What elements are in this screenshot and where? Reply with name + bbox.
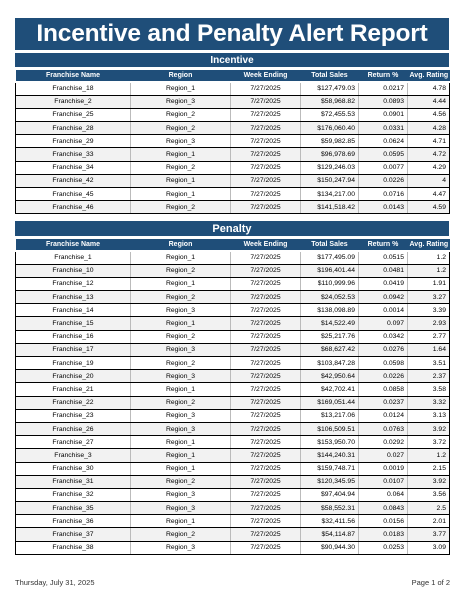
cell-week-ending: 7/27/2025 (231, 122, 301, 135)
cell-return-pct: 0.0419 (359, 277, 408, 290)
cell-avg-rating: 2.5 (408, 502, 450, 515)
cell-week-ending: 7/27/2025 (231, 475, 301, 488)
table-row (16, 475, 450, 488)
column-header-week-ending: Week Ending (231, 239, 301, 251)
cell-week-ending: 7/27/2025 (231, 488, 301, 501)
cell-franchise-name: Franchise_12 (16, 277, 131, 290)
cell-avg-rating: 1.2 (408, 449, 450, 462)
cell-franchise-name: Franchise_3 (16, 449, 131, 462)
cell-return-pct: 0.0942 (359, 291, 408, 304)
cell-week-ending: 7/27/2025 (231, 357, 301, 370)
cell-franchise-name: Franchise_46 (16, 201, 131, 214)
cell-franchise-name: Franchise_18 (16, 82, 131, 95)
table-row (16, 317, 450, 330)
cell-week-ending: 7/27/2025 (231, 436, 301, 449)
table-row (16, 462, 450, 475)
cell-return-pct: 0.0124 (359, 409, 408, 422)
cell-avg-rating: 3.77 (408, 528, 450, 541)
cell-franchise-name: Franchise_10 (16, 264, 131, 277)
table-row (16, 161, 450, 174)
cell-franchise-name: Franchise_45 (16, 188, 131, 201)
cell-region: Region_2 (131, 396, 231, 409)
cell-total-sales: $196,401.44 (301, 264, 359, 277)
cell-franchise-name: Franchise_19 (16, 357, 131, 370)
cell-return-pct: 0.0624 (359, 135, 408, 148)
cell-week-ending: 7/27/2025 (231, 82, 301, 95)
cell-avg-rating: 3.32 (408, 396, 450, 409)
cell-avg-rating: 2.15 (408, 462, 450, 475)
cell-avg-rating: 4.28 (408, 122, 450, 135)
cell-avg-rating: 3.56 (408, 488, 450, 501)
cell-total-sales: $58,968.82 (301, 95, 359, 108)
cell-region: Region_3 (131, 343, 231, 356)
cell-week-ending: 7/27/2025 (231, 304, 301, 317)
incentive-table (15, 70, 450, 214)
cell-region: Region_1 (131, 82, 231, 95)
cell-return-pct: 0.0331 (359, 122, 408, 135)
cell-avg-rating: 3.09 (408, 541, 450, 554)
cell-total-sales: $159,748.71 (301, 462, 359, 475)
table-row (16, 528, 450, 541)
cell-avg-rating: 4.78 (408, 82, 450, 95)
column-header-region: Region (131, 70, 231, 82)
cell-return-pct: 0.0019 (359, 462, 408, 475)
cell-avg-rating: 3.27 (408, 291, 450, 304)
cell-total-sales: $150,247.94 (301, 174, 359, 187)
cell-total-sales: $138,098.89 (301, 304, 359, 317)
column-header-franchise-name: Franchise Name (16, 70, 131, 82)
cell-week-ending: 7/27/2025 (231, 135, 301, 148)
cell-franchise-name: Franchise_36 (16, 515, 131, 528)
cell-return-pct: 0.0226 (359, 174, 408, 187)
cell-week-ending: 7/27/2025 (231, 95, 301, 108)
cell-region: Region_2 (131, 264, 231, 277)
cell-region: Region_1 (131, 148, 231, 161)
cell-region: Region_2 (131, 528, 231, 541)
cell-return-pct: 0.027 (359, 449, 408, 462)
penalty-table (15, 239, 450, 555)
table-row (16, 148, 450, 161)
cell-franchise-name: Franchise_2 (16, 95, 131, 108)
cell-return-pct: 0.0858 (359, 383, 408, 396)
cell-avg-rating: 1.64 (408, 343, 450, 356)
cell-total-sales: $169,051.44 (301, 396, 359, 409)
cell-franchise-name: Franchise_21 (16, 383, 131, 396)
cell-avg-rating: 3.13 (408, 409, 450, 422)
cell-avg-rating: 2.37 (408, 370, 450, 383)
column-header-region: Region (131, 239, 231, 251)
cell-return-pct: 0.0107 (359, 475, 408, 488)
cell-return-pct: 0.0292 (359, 436, 408, 449)
cell-franchise-name: Franchise_25 (16, 108, 131, 121)
table-row (16, 502, 450, 515)
cell-region: Region_1 (131, 515, 231, 528)
cell-franchise-name: Franchise_26 (16, 422, 131, 435)
cell-avg-rating: 4.56 (408, 108, 450, 121)
cell-avg-rating: 4.29 (408, 161, 450, 174)
cell-region: Region_3 (131, 541, 231, 554)
cell-region: Region_1 (131, 449, 231, 462)
cell-return-pct: 0.0237 (359, 396, 408, 409)
cell-week-ending: 7/27/2025 (231, 264, 301, 277)
cell-region: Region_3 (131, 502, 231, 515)
incentive-section-header: Incentive (15, 53, 449, 67)
cell-region: Region_1 (131, 277, 231, 290)
cell-week-ending: 7/27/2025 (231, 502, 301, 515)
cell-total-sales: $120,345.95 (301, 475, 359, 488)
cell-region: Region_1 (131, 436, 231, 449)
cell-return-pct: 0.0143 (359, 201, 408, 214)
cell-return-pct: 0.097 (359, 317, 408, 330)
cell-return-pct: 0.0253 (359, 541, 408, 554)
cell-total-sales: $176,060.40 (301, 122, 359, 135)
cell-total-sales: $134,217.00 (301, 188, 359, 201)
cell-return-pct: 0.0217 (359, 82, 408, 95)
cell-franchise-name: Franchise_30 (16, 462, 131, 475)
table-row (16, 343, 450, 356)
cell-return-pct: 0.0598 (359, 357, 408, 370)
cell-avg-rating: 1.2 (408, 251, 450, 264)
table-row (16, 330, 450, 343)
cell-return-pct: 0.0226 (359, 370, 408, 383)
cell-region: Region_2 (131, 108, 231, 121)
cell-region: Region_1 (131, 174, 231, 187)
cell-avg-rating: 4 (408, 174, 450, 187)
cell-total-sales: $24,052.53 (301, 291, 359, 304)
cell-total-sales: $177,495.09 (301, 251, 359, 264)
penalty-table-body (16, 251, 450, 554)
cell-region: Region_2 (131, 357, 231, 370)
cell-region: Region_2 (131, 330, 231, 343)
cell-franchise-name: Franchise_20 (16, 370, 131, 383)
cell-region: Region_3 (131, 422, 231, 435)
cell-franchise-name: Franchise_35 (16, 502, 131, 515)
cell-return-pct: 0.0276 (359, 343, 408, 356)
cell-week-ending: 7/27/2025 (231, 541, 301, 554)
cell-franchise-name: Franchise_1 (16, 251, 131, 264)
cell-avg-rating: 2.77 (408, 330, 450, 343)
cell-total-sales: $129,246.03 (301, 161, 359, 174)
table-row (16, 396, 450, 409)
table-row (16, 515, 450, 528)
cell-total-sales: $25,217.76 (301, 330, 359, 343)
cell-week-ending: 7/27/2025 (231, 291, 301, 304)
cell-week-ending: 7/27/2025 (231, 409, 301, 422)
cell-total-sales: $144,240.31 (301, 449, 359, 462)
cell-return-pct: 0.0763 (359, 422, 408, 435)
cell-region: Region_3 (131, 409, 231, 422)
cell-return-pct: 0.0716 (359, 188, 408, 201)
cell-region: Region_2 (131, 122, 231, 135)
cell-franchise-name: Franchise_28 (16, 122, 131, 135)
cell-week-ending: 7/27/2025 (231, 251, 301, 264)
cell-avg-rating: 4.44 (408, 95, 450, 108)
cell-avg-rating: 3.72 (408, 436, 450, 449)
cell-franchise-name: Franchise_38 (16, 541, 131, 554)
cell-week-ending: 7/27/2025 (231, 383, 301, 396)
column-header-total-sales: Total Sales (301, 70, 359, 82)
cell-total-sales: $68,627.42 (301, 343, 359, 356)
cell-franchise-name: Franchise_29 (16, 135, 131, 148)
table-row (16, 541, 450, 554)
table-row (16, 370, 450, 383)
cell-franchise-name: Franchise_37 (16, 528, 131, 541)
cell-region: Region_1 (131, 317, 231, 330)
cell-return-pct: 0.0183 (359, 528, 408, 541)
cell-week-ending: 7/27/2025 (231, 396, 301, 409)
table-row (16, 357, 450, 370)
cell-franchise-name: Franchise_22 (16, 396, 131, 409)
cell-region: Region_1 (131, 383, 231, 396)
cell-total-sales: $141,518.42 (301, 201, 359, 214)
cell-region: Region_2 (131, 475, 231, 488)
table-row (16, 422, 450, 435)
table-row (16, 108, 450, 121)
column-header-avg-rating: Avg. Rating (408, 70, 450, 82)
cell-region: Region_2 (131, 161, 231, 174)
cell-region: Region_3 (131, 370, 231, 383)
incentive-table-body (16, 82, 450, 214)
cell-week-ending: 7/27/2025 (231, 317, 301, 330)
column-header-return-pct: Return % (359, 70, 408, 82)
cell-region: Region_2 (131, 201, 231, 214)
cell-franchise-name: Franchise_31 (16, 475, 131, 488)
cell-region: Region_3 (131, 488, 231, 501)
incentive-header-row (16, 70, 450, 82)
cell-week-ending: 7/27/2025 (231, 108, 301, 121)
cell-week-ending: 7/27/2025 (231, 201, 301, 214)
cell-total-sales: $110,999.96 (301, 277, 359, 290)
cell-total-sales: $90,944.30 (301, 541, 359, 554)
cell-avg-rating: 4.72 (408, 148, 450, 161)
penalty-header-row (16, 239, 450, 251)
cell-avg-rating: 1.91 (408, 277, 450, 290)
cell-franchise-name: Franchise_42 (16, 174, 131, 187)
cell-return-pct: 0.0014 (359, 304, 408, 317)
cell-total-sales: $42,702.41 (301, 383, 359, 396)
cell-avg-rating: 3.51 (408, 357, 450, 370)
cell-return-pct: 0.0156 (359, 515, 408, 528)
cell-return-pct: 0.0901 (359, 108, 408, 121)
cell-franchise-name: Franchise_16 (16, 330, 131, 343)
cell-avg-rating: 4.59 (408, 201, 450, 214)
table-row (16, 82, 450, 95)
cell-total-sales: $106,509.51 (301, 422, 359, 435)
report-title: Incentive and Penalty Alert Report (15, 18, 449, 50)
cell-total-sales: $14,522.49 (301, 317, 359, 330)
cell-return-pct: 0.0843 (359, 502, 408, 515)
cell-week-ending: 7/27/2025 (231, 330, 301, 343)
table-row (16, 304, 450, 317)
table-row (16, 251, 450, 264)
table-row (16, 174, 450, 187)
penalty-section-header: Penalty (15, 221, 449, 236)
cell-avg-rating: 3.39 (408, 304, 450, 317)
cell-week-ending: 7/27/2025 (231, 174, 301, 187)
footer-page-number: Page 1 of 2 (411, 578, 450, 587)
cell-region: Region_2 (131, 291, 231, 304)
cell-franchise-name: Franchise_17 (16, 343, 131, 356)
table-row (16, 201, 450, 214)
cell-total-sales: $13,217.06 (301, 409, 359, 422)
cell-return-pct: 0.0342 (359, 330, 408, 343)
cell-week-ending: 7/27/2025 (231, 515, 301, 528)
table-row (16, 264, 450, 277)
table-row (16, 122, 450, 135)
cell-week-ending: 7/27/2025 (231, 277, 301, 290)
cell-total-sales: $127,479.03 (301, 82, 359, 95)
cell-avg-rating: 2.01 (408, 515, 450, 528)
cell-total-sales: $97,404.94 (301, 488, 359, 501)
cell-return-pct: 0.0893 (359, 95, 408, 108)
cell-total-sales: $54,114.87 (301, 528, 359, 541)
cell-avg-rating: 3.92 (408, 475, 450, 488)
cell-total-sales: $103,847.28 (301, 357, 359, 370)
cell-week-ending: 7/27/2025 (231, 422, 301, 435)
cell-region: Region_1 (131, 462, 231, 475)
table-row (16, 135, 450, 148)
cell-return-pct: 0.0077 (359, 161, 408, 174)
cell-region: Region_3 (131, 304, 231, 317)
cell-total-sales: $59,982.85 (301, 135, 359, 148)
column-header-avg-rating: Avg. Rating (408, 239, 450, 251)
cell-return-pct: 0.064 (359, 488, 408, 501)
cell-total-sales: $42,950.64 (301, 370, 359, 383)
cell-region: Region_1 (131, 251, 231, 264)
cell-avg-rating: 3.58 (408, 383, 450, 396)
table-row (16, 383, 450, 396)
column-header-franchise-name: Franchise Name (16, 239, 131, 251)
cell-week-ending: 7/27/2025 (231, 161, 301, 174)
cell-avg-rating: 4.47 (408, 188, 450, 201)
cell-week-ending: 7/27/2025 (231, 528, 301, 541)
cell-week-ending: 7/27/2025 (231, 148, 301, 161)
cell-week-ending: 7/27/2025 (231, 343, 301, 356)
table-row (16, 277, 450, 290)
cell-total-sales: $32,411.56 (301, 515, 359, 528)
table-row (16, 488, 450, 501)
column-header-return-pct: Return % (359, 239, 408, 251)
cell-franchise-name: Franchise_32 (16, 488, 131, 501)
cell-franchise-name: Franchise_33 (16, 148, 131, 161)
table-row (16, 291, 450, 304)
cell-return-pct: 0.0595 (359, 148, 408, 161)
cell-week-ending: 7/27/2025 (231, 462, 301, 475)
cell-region: Region_3 (131, 135, 231, 148)
table-row (16, 449, 450, 462)
table-row (16, 436, 450, 449)
cell-total-sales: $96,978.69 (301, 148, 359, 161)
cell-return-pct: 0.0515 (359, 251, 408, 264)
cell-week-ending: 7/27/2025 (231, 188, 301, 201)
column-header-total-sales: Total Sales (301, 239, 359, 251)
cell-franchise-name: Franchise_15 (16, 317, 131, 330)
cell-franchise-name: Franchise_23 (16, 409, 131, 422)
cell-avg-rating: 2.93 (408, 317, 450, 330)
table-row (16, 409, 450, 422)
cell-franchise-name: Franchise_34 (16, 161, 131, 174)
cell-total-sales: $58,552.31 (301, 502, 359, 515)
cell-avg-rating: 3.92 (408, 422, 450, 435)
cell-total-sales: $153,950.70 (301, 436, 359, 449)
cell-total-sales: $72,455.53 (301, 108, 359, 121)
cell-avg-rating: 1.2 (408, 264, 450, 277)
footer-date: Thursday, July 31, 2025 (15, 578, 95, 587)
cell-avg-rating: 4.71 (408, 135, 450, 148)
cell-week-ending: 7/27/2025 (231, 370, 301, 383)
cell-franchise-name: Franchise_27 (16, 436, 131, 449)
cell-return-pct: 0.0481 (359, 264, 408, 277)
cell-region: Region_1 (131, 188, 231, 201)
cell-franchise-name: Franchise_13 (16, 291, 131, 304)
cell-region: Region_3 (131, 95, 231, 108)
cell-week-ending: 7/27/2025 (231, 449, 301, 462)
table-row (16, 188, 450, 201)
table-row (16, 95, 450, 108)
column-header-week-ending: Week Ending (231, 70, 301, 82)
cell-franchise-name: Franchise_14 (16, 304, 131, 317)
